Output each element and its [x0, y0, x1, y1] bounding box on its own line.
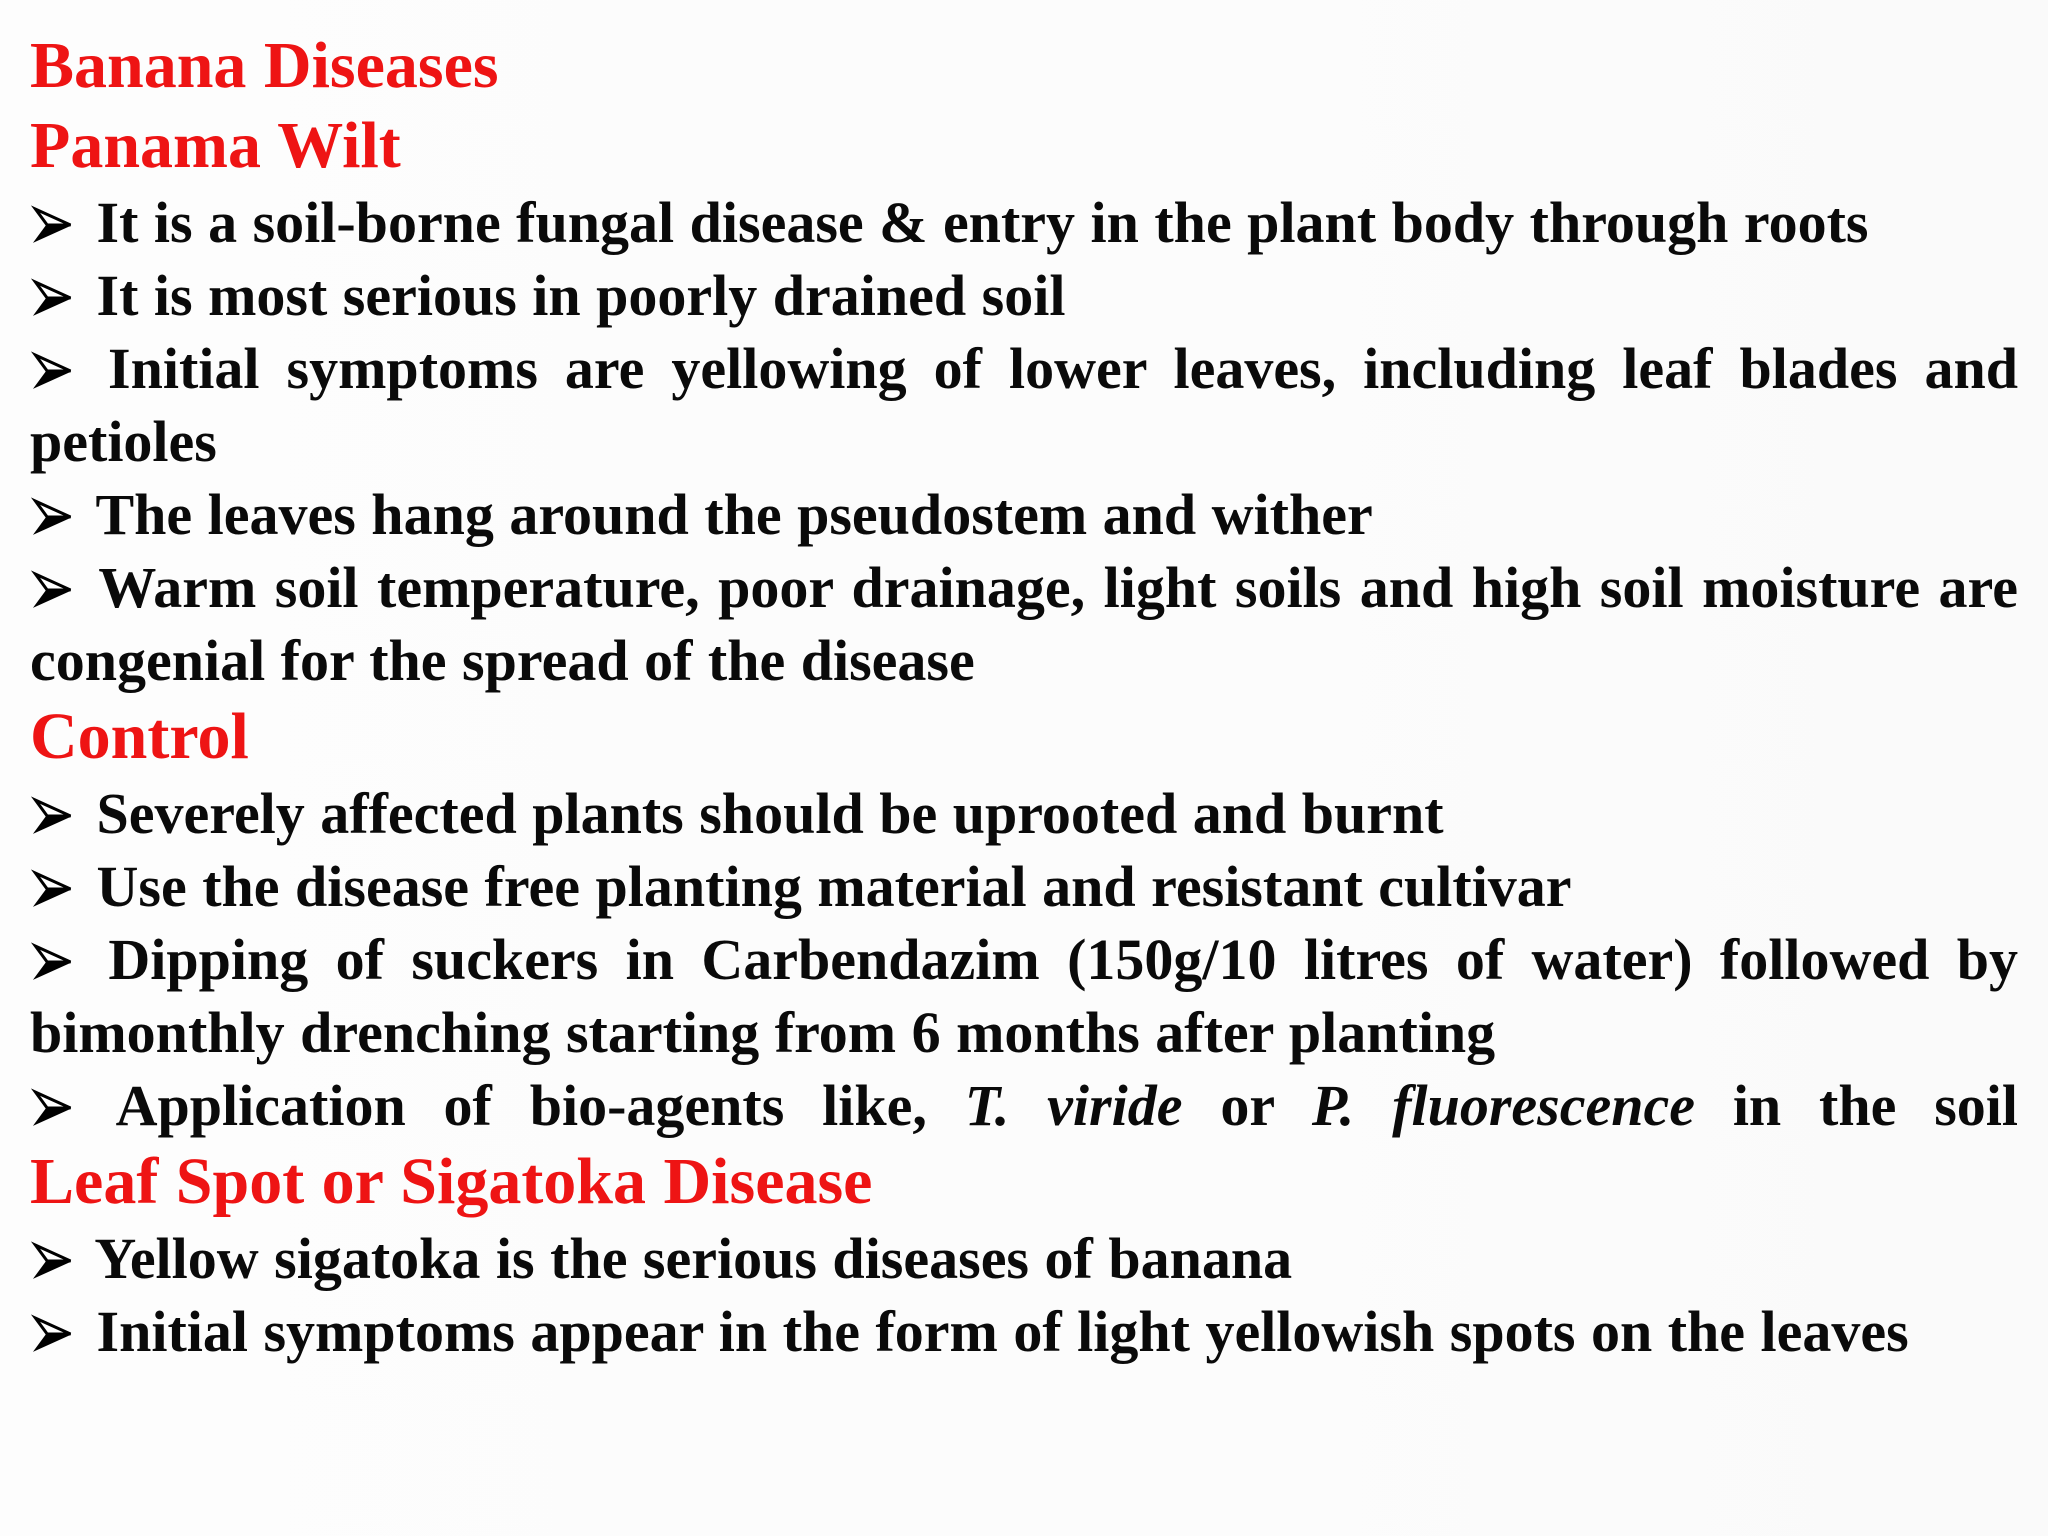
three-d-arrowhead-right-icon [30, 1088, 76, 1128]
three-d-arrowhead-right-icon [30, 351, 76, 391]
section-heading [30, 697, 2018, 777]
section-heading [30, 1142, 2018, 1222]
text-run: Control [30, 700, 249, 773]
text-run: Severely affected plants should be uprooted and burnt [96, 781, 1444, 846]
text-run: Panama Wilt [30, 109, 401, 182]
text-run: Application of bio-agents like, [115, 1073, 965, 1138]
text-run: T. viride [964, 1073, 1183, 1138]
text-run: Dipping of suckers in Carbendazim (150g/10 litres of water) followed by bimonthly drenching starting from 6 months after planting [30, 927, 2018, 1065]
three-d-arrowhead-right-icon [30, 869, 76, 909]
bullet-item [30, 186, 2018, 259]
three-d-arrowhead-right-icon [30, 570, 76, 610]
three-d-arrowhead-right-icon [30, 1241, 76, 1281]
bullet-item [30, 1295, 2018, 1368]
three-d-arrowhead-right-icon [30, 497, 76, 537]
section-heading [30, 26, 2018, 106]
three-d-arrowhead-right-icon [30, 278, 76, 318]
bullet-item [30, 259, 2018, 332]
text-run: It is a soil-borne fungal disease & entry in the plant body through roots [96, 190, 1869, 255]
bullet-item [30, 478, 2018, 551]
bullet-item [30, 332, 2018, 478]
text-run: Initial symptoms appear in the form of light yellowish spots on the leaves [96, 1299, 1909, 1364]
bullet-item [30, 1069, 2018, 1142]
text-run: or [1182, 1073, 1312, 1138]
text-run: The leaves hang around the pseudostem and wither [95, 482, 1373, 547]
three-d-arrowhead-right-icon [30, 205, 76, 245]
bullet-item [30, 850, 2018, 923]
bullet-item [30, 1222, 2018, 1295]
text-run: in the soil [1694, 1073, 2018, 1138]
text-run: Initial symptoms are yellowing of lower leaves, including leaf blades and petioles [30, 336, 2018, 474]
text-run: It is most serious in poorly drained soil [96, 263, 1066, 328]
three-d-arrowhead-right-icon [30, 796, 76, 836]
text-run: P. fluorescence [1311, 1073, 1695, 1138]
bullet-item [30, 777, 2018, 850]
text-run: Leaf Spot or Sigatoka Disease [30, 1145, 873, 1218]
three-d-arrowhead-right-icon [30, 1314, 76, 1354]
three-d-arrowhead-right-icon [30, 942, 76, 982]
section-heading [30, 106, 2018, 186]
text-run: Yellow sigatoka is the serious diseases of banana [94, 1226, 1293, 1291]
text-run: Warm soil temperature, poor drainage, light soils and high soil moisture are congenial for the spread of the disease [30, 555, 2018, 693]
bullet-item [30, 923, 2018, 1069]
text-run: Use the disease free planting material and resistant cultivar [96, 854, 1572, 919]
bullet-item [30, 551, 2018, 697]
text-run: Banana Diseases [30, 29, 499, 102]
